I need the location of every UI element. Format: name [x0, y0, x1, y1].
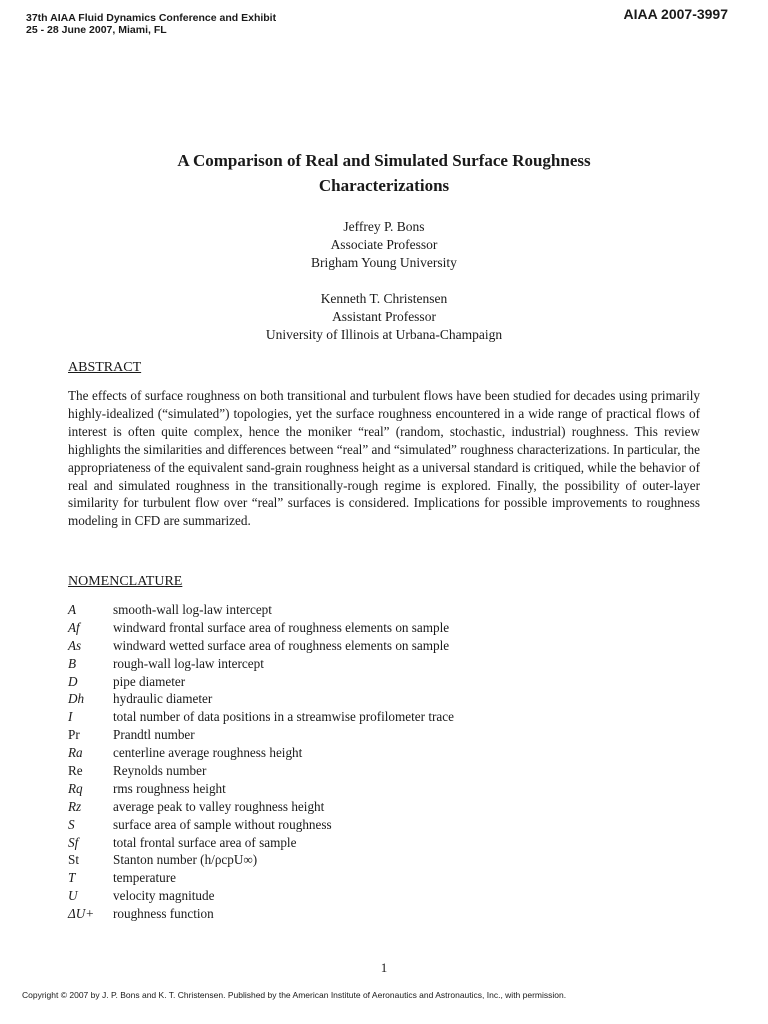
- author-name: Kenneth T. Christensen: [320, 291, 448, 306]
- nomenclature-row: [68, 780, 708, 798]
- author-affiliation: University of Illinois at Urbana-Champaign: [265, 327, 503, 342]
- nomenclature-row: [68, 816, 708, 834]
- nomenclature-row: [68, 834, 708, 852]
- nomenclature-row: [68, 726, 708, 744]
- nomenclature-symbol: Sf: [68, 834, 79, 850]
- conference-header: [26, 12, 276, 36]
- nomenclature-symbol: ΔU+: [68, 906, 95, 922]
- nomenclature-definition: rms roughness height: [113, 780, 226, 796]
- nomenclature-row: [68, 887, 708, 905]
- nomenclature-symbol: U: [68, 888, 78, 904]
- nomenclature-definition: smooth-wall log-law intercept: [113, 602, 272, 617]
- nomenclature-definition: hydraulic diameter: [113, 691, 213, 707]
- title-line-2: Characterizations: [318, 176, 450, 195]
- nomenclature-definition: total frontal surface area of sample: [113, 834, 297, 850]
- nomenclature-row: [68, 851, 708, 869]
- nomenclature-symbol: St: [68, 852, 79, 868]
- nomenclature-definition: windward frontal surface area of roughness elements on sample: [113, 619, 450, 635]
- nomenclature-row: [68, 601, 708, 619]
- nomenclature-heading: NOMENCLATURE: [68, 574, 183, 589]
- nomenclature-row: [68, 690, 708, 708]
- nomenclature-row: [68, 708, 708, 726]
- title-line-1: A Comparison of Real and Simulated Surface Roughness: [177, 151, 591, 170]
- nomenclature-symbol: Rq: [68, 780, 83, 796]
- nomenclature-definition: Reynolds number: [113, 763, 207, 779]
- author-affiliation: Brigham Young University: [311, 255, 457, 270]
- nomenclature-definition: velocity magnitude: [113, 888, 215, 904]
- nomenclature-symbol: As: [68, 637, 82, 653]
- author-block-2: [0, 290, 768, 344]
- nomenclature-symbol: D: [68, 673, 78, 689]
- nomenclature-symbol: Af: [68, 619, 80, 635]
- nomenclature-definition: windward wetted surface area of roughness elements on sample: [113, 637, 450, 653]
- page-number: 1: [380, 960, 388, 975]
- nomenclature-symbol: Re: [68, 763, 83, 779]
- nomenclature-row: [68, 869, 708, 887]
- nomenclature-row: [68, 655, 708, 673]
- nomenclature-definition: Prandtl number: [113, 727, 195, 743]
- nomenclature-row: [68, 744, 708, 762]
- nomenclature-symbol: B: [68, 655, 77, 671]
- nomenclature-definition: Stanton number (h/ρcpU∞): [113, 852, 258, 868]
- author-position: Associate Professor: [330, 237, 438, 252]
- author-name: Jeffrey P. Bons: [343, 219, 425, 234]
- abstract-text: The effects of surface roughness on both transitional and turbulent flows have been studied for decades using primarily highly-idealized (“simulated”) topologies, yet the surface roughness encountered in a wide range of practical flows of interest is often quite complex, hence the moniker “real” (random, stochastic, industrial) roughness. This review highlights the similarities and differences between “real” and “simulated” roughness characterizations. In particular, the appropriateness of the equivalent sand-grain roughness height as a universal standard is critiqued, while the behavior of real and simulated roughness in the transitionally-rough regime is explored. Finally, the possibility of outer-layer similarity for turbulent flow over “real” surfaces is considered. Implications for possible improvements to roughness modeling in CFD are summarized.: [68, 388, 700, 529]
- nomenclature-symbol: Rz: [68, 798, 82, 814]
- nomenclature-definition: total number of data positions in a streamwise profilometer trace: [113, 709, 454, 725]
- nomenclature-symbol: Ra: [68, 745, 83, 761]
- nomenclature-row: [68, 673, 708, 691]
- nomenclature-definition: average peak to valley roughness height: [113, 798, 325, 814]
- nomenclature-row: [68, 619, 708, 637]
- nomenclature-list: [68, 601, 708, 923]
- paper-title: [0, 148, 768, 198]
- conference-name: 37th AIAA Fluid Dynamics Conference and Exhibit: [26, 12, 277, 24]
- nomenclature-symbol: Dh: [68, 691, 85, 707]
- nomenclature-definition: temperature: [113, 870, 176, 886]
- author-block-1: [0, 218, 768, 272]
- nomenclature-symbol: T: [68, 870, 76, 886]
- copyright-notice: Copyright © 2007 by J. P. Bons and K. T. Christensen. Published by the American Institute of Aeronautics and Astronautics, Inc., with permission.: [22, 990, 567, 1000]
- abstract-heading: ABSTRACT: [68, 360, 142, 375]
- nomenclature-definition: centerline average roughness height: [113, 745, 303, 761]
- nomenclature-symbol: S: [68, 816, 75, 832]
- nomenclature-symbol: I: [68, 709, 73, 725]
- nomenclature-row: [68, 762, 708, 780]
- nomenclature-row: [68, 798, 708, 816]
- paper-id: AIAA 2007-3997: [623, 6, 728, 22]
- nomenclature-definition: roughness function: [113, 906, 214, 922]
- nomenclature-row: [68, 905, 708, 923]
- nomenclature-symbol: A: [68, 602, 77, 617]
- nomenclature-symbol: Pr: [68, 727, 80, 743]
- nomenclature-row: [68, 637, 708, 655]
- nomenclature-definition: surface area of sample without roughness: [113, 816, 332, 832]
- author-position: Assistant Professor: [332, 309, 436, 324]
- nomenclature-definition: pipe diameter: [113, 673, 186, 689]
- conference-dates: 25 - 28 June 2007, Miami, FL: [26, 24, 167, 36]
- nomenclature-definition: rough-wall log-law intercept: [113, 655, 264, 671]
